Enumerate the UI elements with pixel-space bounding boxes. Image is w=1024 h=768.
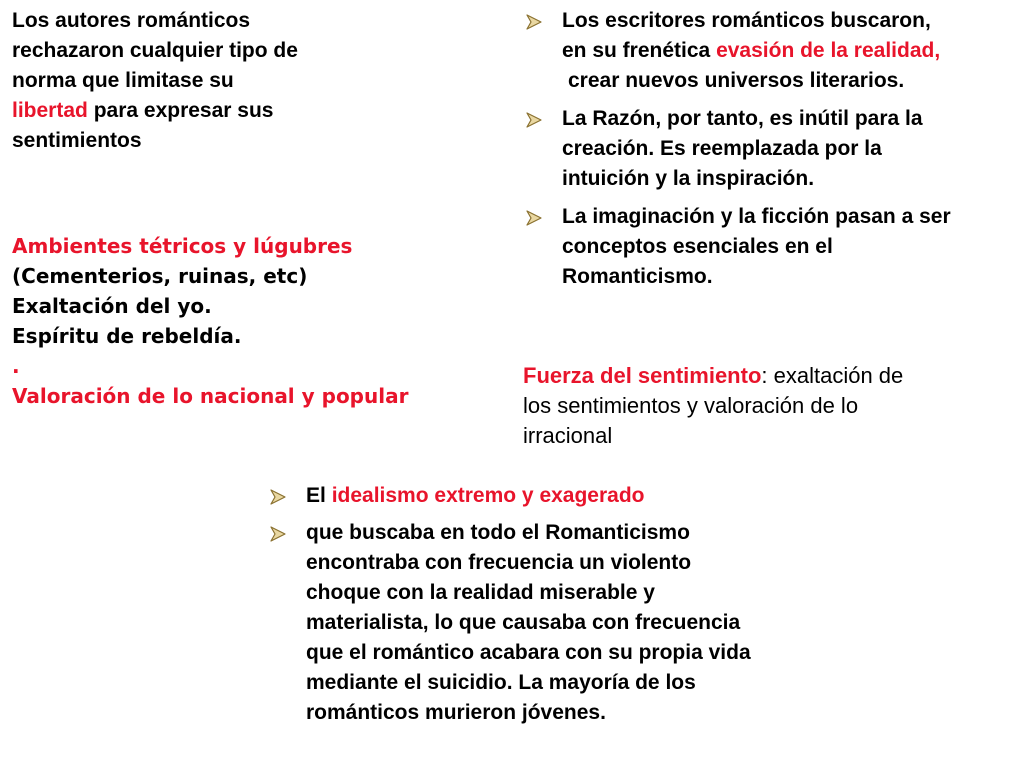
- text-line: [562, 6, 1018, 36]
- text-segment: crear nuevos universos literarios.: [568, 69, 905, 92]
- highlight-text: .: [12, 354, 20, 378]
- bullet-text: [306, 481, 847, 511]
- text-segment: Los autores románticos: [12, 9, 251, 32]
- text-segment: creación. Es reemplazada por la: [562, 137, 882, 160]
- text-segment: encontraba con frecuencia un violento: [306, 551, 692, 574]
- text-line: [562, 202, 1018, 232]
- bullet-text: [562, 202, 1018, 292]
- bullet-text: [562, 6, 1018, 96]
- text-segment: Romanticismo.: [562, 265, 713, 288]
- text-line: [12, 261, 482, 291]
- arrow-bullet-icon: [270, 526, 286, 542]
- text-line: [562, 104, 1018, 134]
- text-line: [562, 36, 1018, 66]
- highlight-text: libertad: [12, 99, 88, 122]
- text-segment: (Cementerios, ruinas, etc): [12, 264, 308, 288]
- text-segment: para expresar sus: [87, 99, 274, 122]
- top-right-bullets: [523, 6, 1018, 292]
- text-segment: La Razón, por tanto, es inútil para la: [562, 107, 923, 130]
- text-segment: Espíritu de rebeldía.: [12, 324, 242, 348]
- text-line: [12, 126, 392, 156]
- text-segment: Exaltación del yo.: [12, 294, 212, 318]
- text-line: [306, 481, 847, 511]
- bullet-item: [523, 6, 1018, 96]
- text-segment: rechazaron cualquier tipo de: [12, 39, 298, 62]
- text-line: [12, 96, 392, 126]
- text-segment: mediante el suicidio. La mayoría de los: [306, 671, 696, 694]
- text-segment: choque con la realidad miserable y: [306, 581, 655, 604]
- bullet-item: [267, 481, 847, 511]
- arrow-bullet-icon: [270, 489, 286, 505]
- text-segment: conceptos esenciales en el: [562, 235, 833, 258]
- text-segment: La imaginación y la ficción pasan a ser: [562, 205, 951, 228]
- text-line: [523, 421, 1018, 451]
- text-line: [306, 518, 847, 548]
- highlight-text: Ambientes tétricos y lúgubres: [12, 234, 353, 258]
- highlight-text: Fuerza del sentimiento: [523, 363, 762, 388]
- arrow-bullet-icon: [526, 112, 542, 128]
- text-segment: que el romántico acabara con su propia vida: [306, 641, 751, 664]
- text-line: [562, 262, 1018, 292]
- text-segment: en su frenética: [562, 39, 717, 62]
- text-segment: irracional: [523, 423, 613, 448]
- fuerza-paragraph: [523, 361, 1018, 451]
- bullet-item: [523, 202, 1018, 292]
- middle-left-text: [12, 231, 482, 411]
- highlight-text: Valoración de lo nacional y popular: [12, 384, 409, 408]
- text-line: [306, 638, 847, 668]
- text-line: [12, 66, 392, 96]
- text-line: [562, 134, 1018, 164]
- bottom-bullets: [267, 481, 847, 728]
- text-line: [12, 351, 482, 381]
- text-segment: El: [306, 484, 332, 507]
- text-line: [12, 291, 482, 321]
- text-line: [12, 6, 392, 36]
- arrow-bullet-icon: [526, 14, 542, 30]
- top-left-text: [12, 6, 392, 156]
- text-line: [306, 578, 847, 608]
- bullet-text: [562, 104, 1018, 194]
- text-segment: que buscaba en todo el Romanticismo: [306, 521, 690, 544]
- text-segment: materialista, lo que causaba con frecuencia: [306, 611, 741, 634]
- text-line: [306, 698, 847, 728]
- text-line: [306, 548, 847, 578]
- highlight-text: idealismo extremo y exagerado: [331, 484, 645, 507]
- text-line: [12, 381, 482, 411]
- text-line: [306, 668, 847, 698]
- highlight-text: evasión de la realidad,: [716, 39, 941, 62]
- text-line: [523, 391, 1018, 421]
- text-segment: románticos murieron jóvenes.: [306, 701, 606, 724]
- text-line: [562, 164, 1018, 194]
- text-line: [523, 361, 1018, 391]
- text-line: [12, 231, 482, 261]
- arrow-bullet-icon: [526, 210, 542, 226]
- text-line: [306, 608, 847, 638]
- text-line: [562, 232, 1018, 262]
- bullet-text: [306, 518, 847, 728]
- text-segment: sentimientos: [12, 129, 142, 152]
- bullet-item: [523, 104, 1018, 194]
- text-segment: : exaltación de: [761, 363, 904, 388]
- text-line: [562, 66, 1018, 96]
- bullet-item: [267, 518, 847, 728]
- text-line: [12, 321, 482, 351]
- text-segment: Los escritores románticos buscaron,: [562, 9, 931, 32]
- text-segment: los sentimientos y valoración de lo: [523, 393, 859, 418]
- text-segment: intuición y la inspiración.: [562, 167, 815, 190]
- text-segment: norma que limitase su: [12, 69, 234, 92]
- text-line: [12, 36, 392, 66]
